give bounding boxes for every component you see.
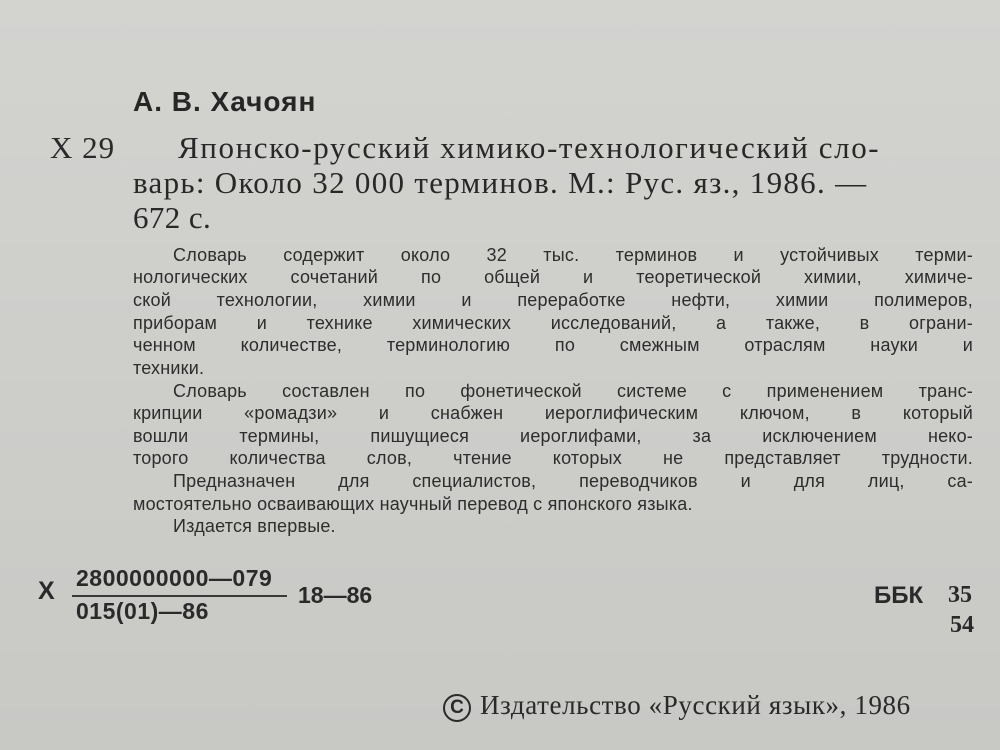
desc-p1-line-1: Словарь содержит около 32 тыс. терминов и устойчивых терми- (173, 245, 973, 265)
title-line-1: Японско-русский химико-технологический сло- (178, 130, 881, 165)
desc-p3-line-2: мостоятельно осваивающих научный перевод с японского языка. (133, 494, 693, 514)
bbk-number-2: 54 (950, 612, 974, 638)
classification-code: Х 29 (50, 130, 116, 165)
desc-p1-line-3: ской технологии, химии и переработке нефти, химии полимеров, (133, 290, 973, 310)
copyright-icon: C (443, 694, 471, 722)
desc-p2-line-4: торого количества слов, чтение которых не представляет трудности. (133, 448, 973, 468)
catalog-numerator: 2800000000—079 (76, 565, 273, 591)
desc-p2-line-2: крипции «ромадзи» и снабжен иероглифическим ключом, в который (133, 403, 973, 423)
author-name: А. В. Хачоян (133, 86, 317, 117)
bbk-label: ББК (874, 582, 924, 609)
desc-p2-line-3: вошли термины, пишущиеся иероглифами, за исключением неко- (133, 426, 973, 446)
desc-p1-line-6: техники. (133, 358, 205, 378)
catalog-x: Х (38, 577, 55, 605)
bbk-number-1: 35 (948, 582, 972, 608)
title-line-3: 672 с. (133, 200, 212, 235)
desc-p1-line-5: ченном количестве, терминологию по смежным отраслям науки и (133, 335, 973, 355)
desc-p1-line-4: приборам и технике химических исследований, а также, в ограни- (133, 313, 973, 333)
fraction-divider (72, 595, 287, 597)
desc-p3-line-1: Предназначен для специалистов, переводчиков и для лиц, са- (173, 471, 973, 491)
title-line-2: варь: Около 32 000 терминов. М.: Рус. яз., 1986. — (133, 165, 868, 200)
desc-p1-line-2: нологических сочетаний по общей и теоретической химии, химиче- (133, 267, 973, 287)
desc-p4: Издается впервые. (173, 516, 336, 536)
desc-p2-line-1: Словарь составлен по фонетической системе с применением транс- (173, 381, 973, 401)
publisher-line: Издательство «Русский язык», 1986 (480, 690, 911, 720)
catalog-denominator: 015(01)—86 (76, 598, 209, 624)
catalog-side-code: 18—86 (298, 582, 373, 608)
